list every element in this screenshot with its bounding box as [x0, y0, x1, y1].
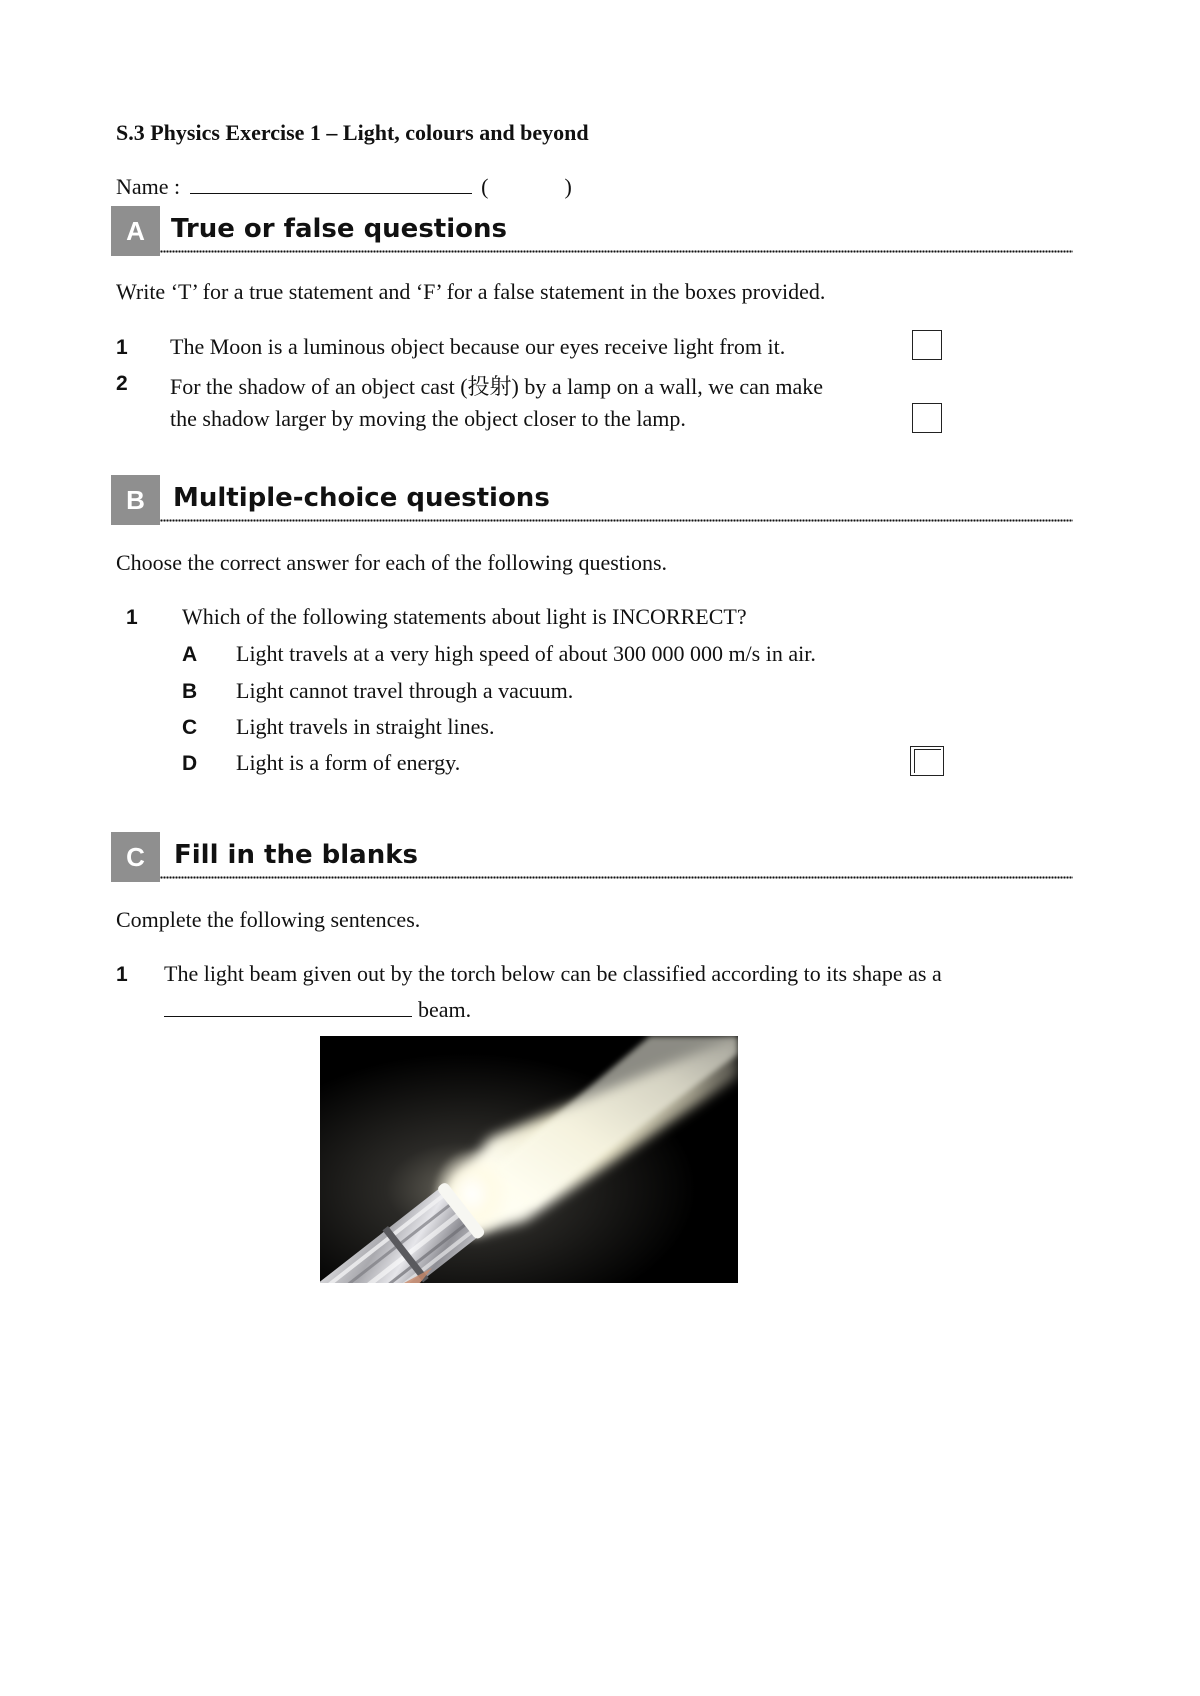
mc-option-d-text: Light is a form of energy.	[236, 750, 461, 775]
section-c-header	[111, 832, 1073, 884]
name-label: Name :	[116, 174, 181, 199]
section-a-letter-badge: A	[111, 206, 160, 256]
class-number-open-paren: (	[481, 174, 489, 199]
tf-question-1-answer-box[interactable]	[912, 330, 942, 360]
tf-question-2-text-line-1: For the shadow of an object cast (投射) by a lamp on a wall, we can make	[170, 374, 824, 399]
section-a-title: True or false questions	[171, 214, 507, 244]
torch-light-beam-icon	[320, 1036, 738, 1283]
tf-question-1-number: 1	[116, 336, 128, 359]
tf-question-2-answer-box[interactable]	[912, 403, 942, 433]
section-b-letter-badge: B	[111, 475, 160, 525]
section-c-dotted-rule	[160, 876, 1073, 880]
mc-question-1-text: Which of the following statements about light is INCORRECT?	[182, 604, 747, 629]
mc-option-b-letter: B	[182, 680, 198, 703]
section-c-letter-badge: C	[111, 832, 160, 882]
class-number-close-paren: )	[564, 174, 572, 199]
fill-question-1-text-line-2	[164, 997, 471, 1023]
fill-question-1-blank[interactable]	[164, 1000, 412, 1017]
mc-option-c-letter: C	[182, 716, 198, 739]
fill-question-1-number: 1	[116, 963, 128, 986]
section-b-instruction: Choose the correct answer for each of the following questions.	[116, 550, 668, 575]
mc-question-1-number: 1	[126, 606, 138, 629]
mc-option-a-letter: A	[182, 643, 198, 666]
mc-option-c-text: Light travels in straight lines.	[236, 714, 495, 739]
tf-question-1-text: The Moon is a luminous object because our eyes receive light from it.	[170, 334, 786, 359]
section-c-title: Fill in the blanks	[174, 840, 418, 870]
section-a-instruction: Write ‘T’ for a true statement and ‘F’ for a false statement in the boxes provided.	[116, 279, 826, 304]
torch-image	[320, 1036, 738, 1283]
mc-question-1-answer-box[interactable]	[910, 746, 944, 776]
name-blank-field[interactable]	[190, 175, 472, 194]
section-b-header	[111, 475, 1073, 527]
mc-option-b-text: Light cannot travel through a vacuum.	[236, 678, 574, 703]
fill-question-1-text-line-1: The light beam given out by the torch below can be classified according to its shape as a	[164, 961, 942, 986]
tf-question-2-number: 2	[116, 372, 128, 395]
document-title: S.3 Physics Exercise 1 – Light, colours and beyond	[116, 120, 589, 145]
section-a-header	[111, 206, 1073, 258]
name-line	[116, 174, 572, 200]
tf-question-2-text-line-2: the shadow larger by moving the object closer to the lamp.	[170, 406, 686, 431]
mc-option-d-letter: D	[182, 752, 198, 775]
mc-option-a-text: Light travels at a very high speed of about 300 000 000 m/s in air.	[236, 641, 816, 666]
section-c-instruction: Complete the following sentences.	[116, 907, 421, 932]
section-a-dotted-rule	[160, 250, 1073, 254]
section-b-title: Multiple-choice questions	[173, 483, 550, 513]
fill-question-1-suffix: beam.	[418, 997, 472, 1022]
section-b-dotted-rule	[160, 519, 1073, 523]
